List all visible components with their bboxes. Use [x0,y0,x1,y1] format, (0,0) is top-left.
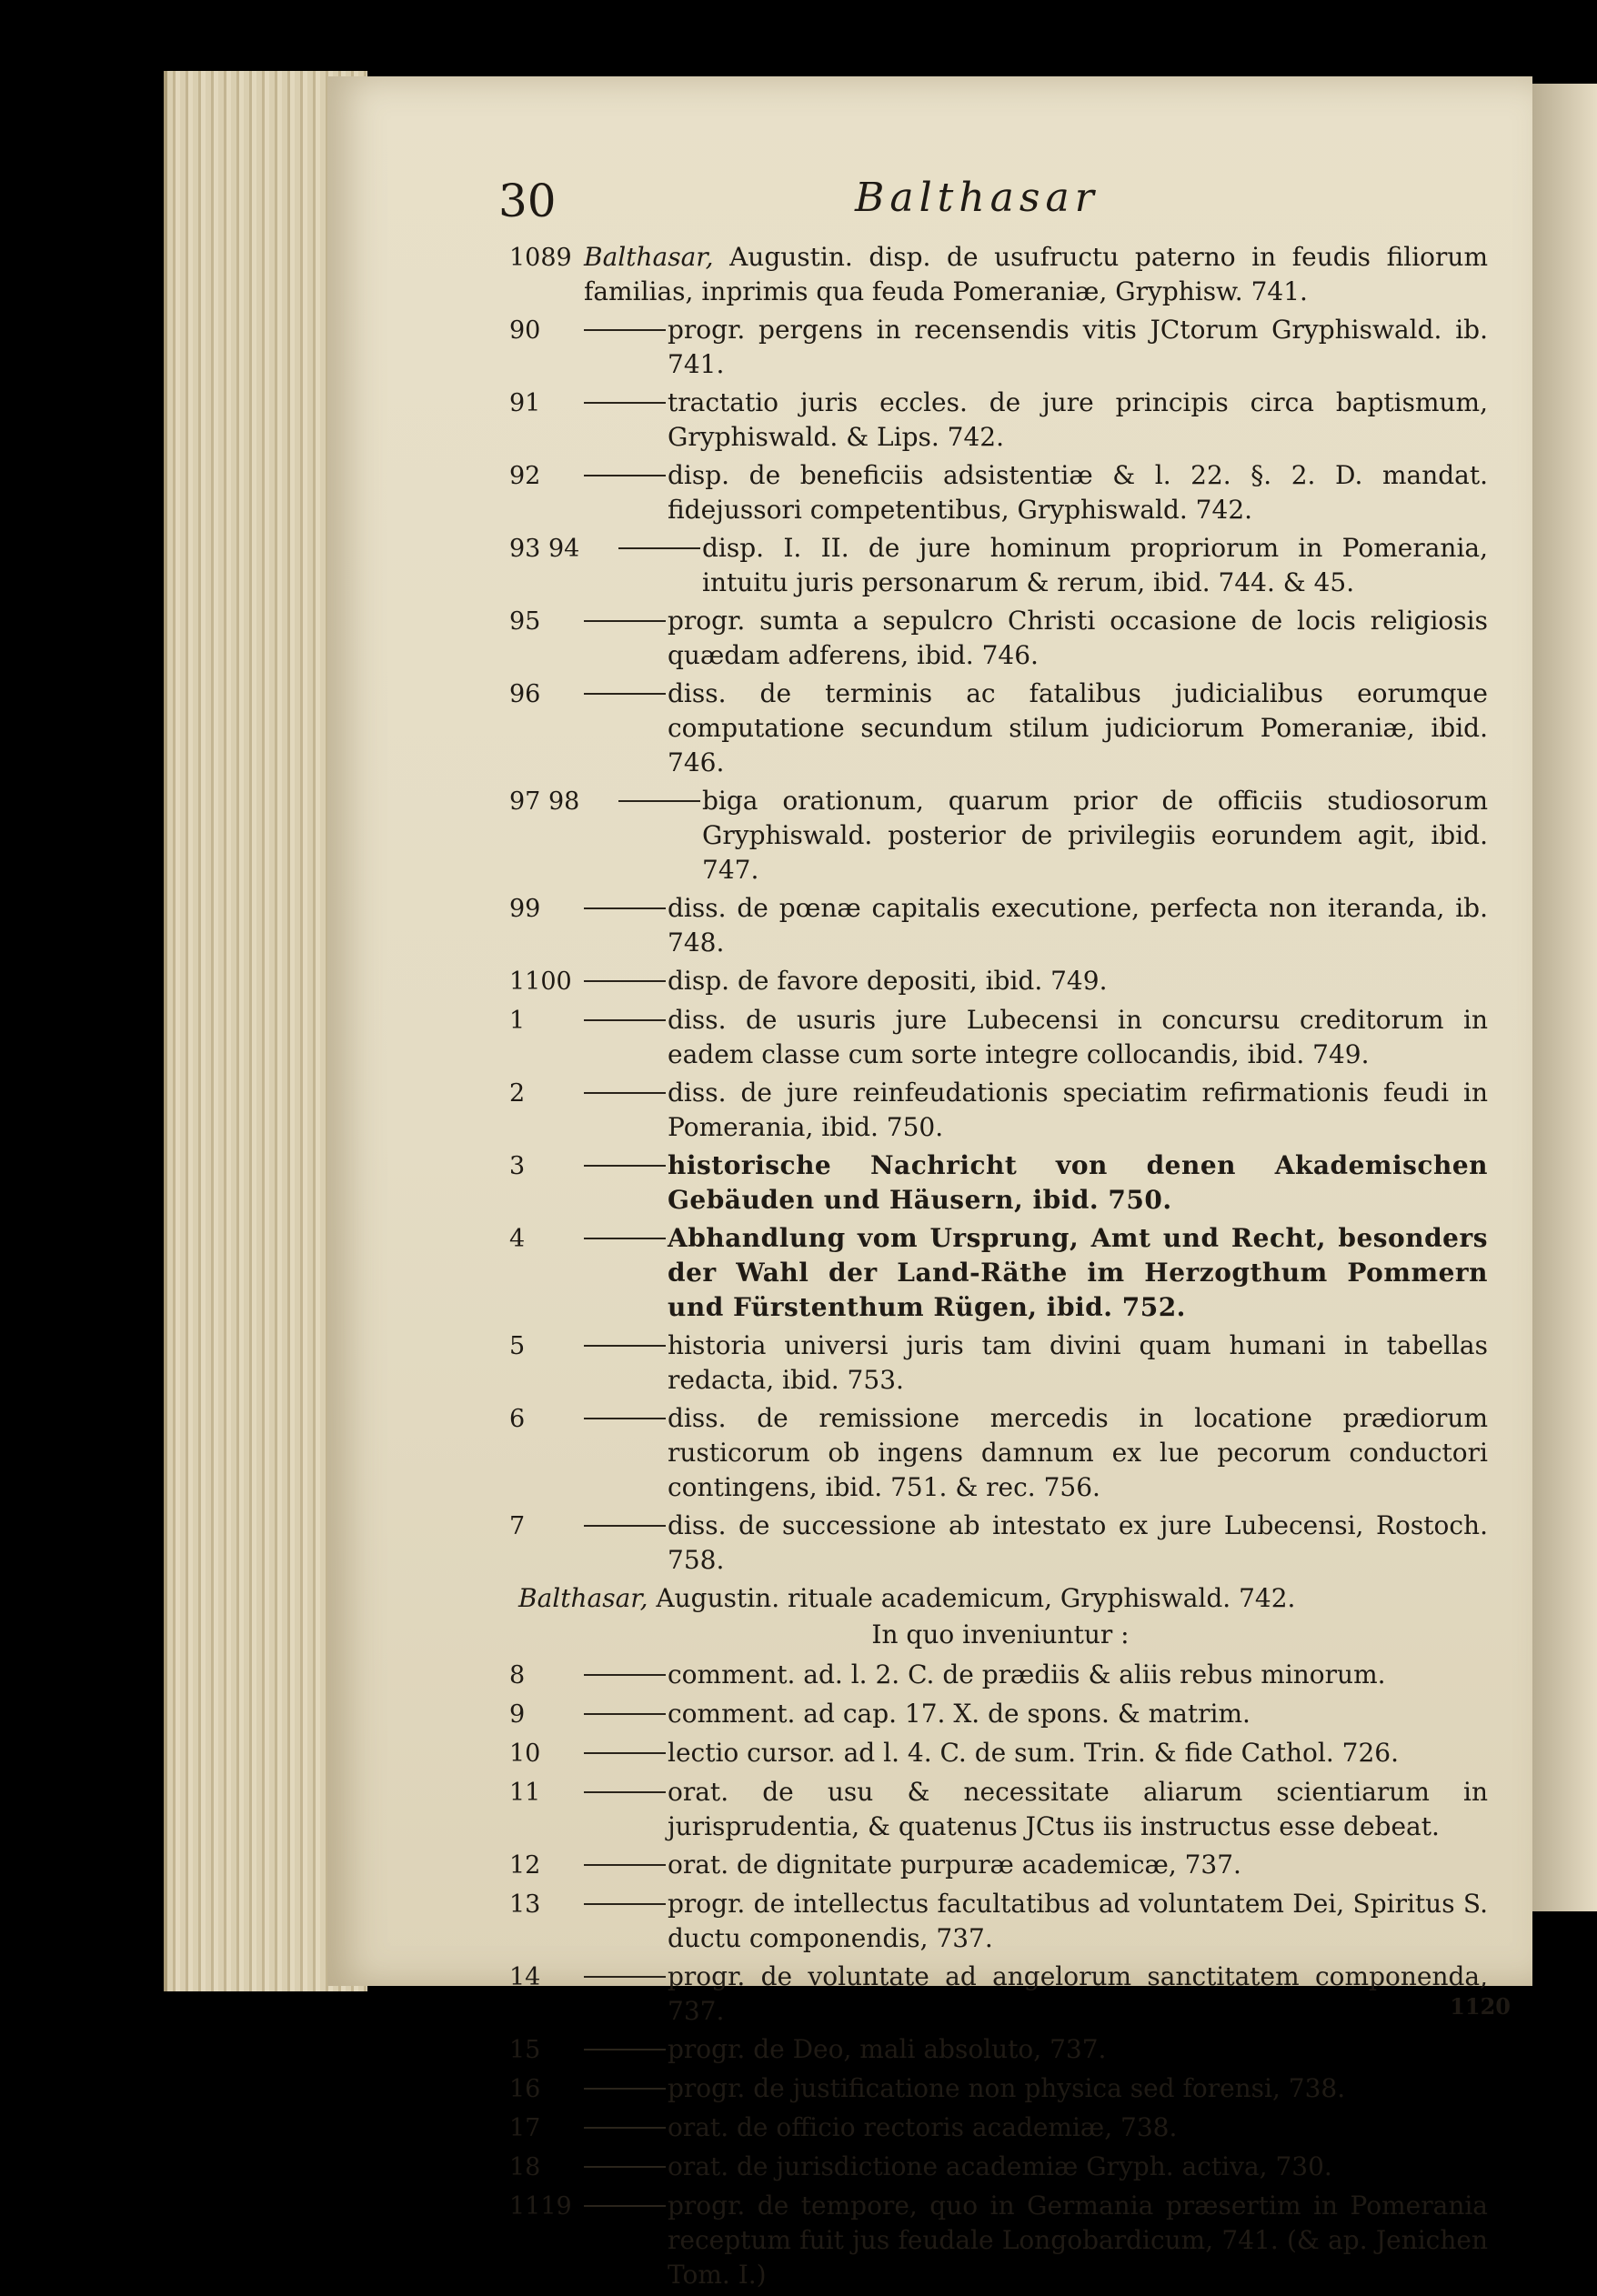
ditto-dash [584,2088,666,2090]
list-item [509,2189,1492,2292]
ditto-dash [618,547,700,549]
entry-number: 16 [509,2075,541,2103]
entry-body: progr. de justificatione non physica sed forensi, 738. [668,2073,1346,2103]
entry-body: biga orationum, quarum prior de officiis studiosorum Gryphiswald. posterior de privilegiis eorundem agit, ibid. 747. [702,786,1488,885]
entry-text [668,313,1492,382]
entry-body: progr. sumta a sepulcro Christi occasione de locis religiosis quædam adferens, ibid. 746. [668,606,1488,670]
entry-number: 15 [509,2036,541,2064]
entry-body: orat. de usu & necessitate aliarum scientiarum in jurisprudentia, & quatenus JCtus iis instructus esse debeat. [668,1777,1488,1841]
entry-number: 97 98 [509,787,580,816]
ditto-dash [584,693,666,695]
list-item [509,1960,1492,2029]
list-item [509,891,1492,960]
catchword: 1120 [1450,1993,1511,2020]
entry-number: 13 [509,1890,541,1919]
entry-text [668,604,1492,673]
list-item [509,2071,1492,2107]
list-item [509,1509,1492,1578]
entry-text [668,1736,1492,1770]
entry-text [668,1775,1492,1844]
entry-number: 6 [509,1405,526,1433]
entry-text [668,1401,1492,1505]
entry-number: 9 [509,1700,526,1729]
entry-text [702,531,1492,600]
ditto-dash [584,402,666,404]
entry-text [668,2032,1492,2067]
ditto-dash [584,1525,666,1527]
list-item [509,2111,1492,2146]
entry-number: 1089 [509,244,572,272]
list-item [509,240,1492,309]
list-item [509,964,1492,999]
ditto-dash [584,475,666,476]
entry-body: progr. de Deo, mali absoluto, 737. [668,2034,1107,2064]
list-item [509,1736,1492,1771]
ditto-dash [584,1238,666,1239]
ditto-dash [584,1976,666,1978]
list-item [509,531,1492,600]
entry-text [668,1148,1492,1218]
entry-body: diss. de successione ab intestato ex jure Lubecensi, Rostoch. 758. [668,1510,1488,1575]
entry-list-1 [509,240,1492,1578]
list-item [509,1076,1492,1145]
entry-text [668,1697,1492,1731]
entry-text [668,2189,1492,2292]
list-item [509,313,1492,382]
entry-text [668,1960,1492,2029]
entry-text [668,2071,1492,2106]
facing-page-edge [1530,84,1597,1911]
entry-body: progr. de voluntate ad angelorum sanctitatem componenda, 737. [668,1961,1488,2026]
list-item [509,604,1492,673]
entry-text [668,2111,1492,2145]
entry-body: historische Nachricht von denen Akademischen Gebäuden und Häusern, ibid. 750. [668,1150,1488,1215]
entry-text [668,2150,1492,2184]
list-item [509,677,1492,780]
ditto-dash [584,1791,666,1793]
ditto-dash [584,329,666,331]
entry-number: 93 94 [509,535,580,563]
entry-number: 17 [509,2114,541,2142]
bibliography-entries [509,240,1492,2296]
entry-number: 1 [509,1007,526,1035]
list-item [509,2032,1492,2068]
ditto-dash [584,1345,666,1347]
entry-number: 18 [509,2153,541,2181]
entry-text [584,240,1492,309]
list-item [509,1658,1492,1693]
list-item [509,458,1492,527]
ditto-dash [584,1019,666,1021]
ditto-dash [584,1165,666,1167]
entry-body: disp. I. II. de jure hominum propriorum in Pomerania, intuitu juris personarum & rerum, ibid. 744. & 45. [702,533,1488,597]
ditto-dash [584,2127,666,2129]
list-item [509,1887,1492,1956]
entry-body: orat. de dignitate purpuræ academicæ, 737. [668,1850,1241,1880]
list-item [509,1401,1492,1505]
entry-body: comment. ad cap. 17. X. de spons. & matrim. [668,1699,1250,1729]
entry-number: 12 [509,1851,541,1880]
ditto-dash [584,620,666,622]
entry-body: progr. pergens in recensendis vitis JCtorum Gryphiswald. ib. 741. [668,315,1488,379]
list-item [509,1697,1492,1732]
list-item [509,1003,1492,1072]
author-name: Balthasar, [518,1583,648,1613]
entry-body: progr. de tempore, quo in Germania præsertim in Pomerania receptum fuit jus feudale Longobardicum, 741. (& ap. Jenichen Tom. I.) [668,2191,1488,2290]
entry-text [668,1658,1492,1692]
ditto-dash [584,1674,666,1676]
entry-text [668,458,1492,527]
entry-number: 1100 [509,968,572,996]
entry-text [668,1509,1492,1578]
entry-number: 7 [509,1512,526,1540]
list-item [509,1148,1492,1218]
list-item [509,1221,1492,1325]
entry-list-2 [509,1658,1492,2292]
entry-number: 2 [509,1079,526,1108]
entry-text [668,1076,1492,1145]
entry-number: 10 [509,1740,541,1768]
entry-body: comment. ad. l. 2. C. de prædiis & aliis rebus minorum. [668,1659,1386,1689]
list-item [509,1775,1492,1844]
entry-number: 14 [509,1963,541,1991]
entry-body: orat. de jurisdictione academiæ Gryph. activa, 730. [668,2151,1332,2181]
contents-subtitle: In quo inveniuntur : [871,1619,1130,1649]
entry-number: 92 [509,462,541,490]
ditto-dash [584,1752,666,1754]
entry-body: diss. de jure reinfeudationis speciatim refirmationis feudi in Pomerania, ibid. 750. [668,1078,1488,1142]
entry-number: 1119 [509,2192,572,2221]
list-item [509,784,1492,887]
entry-text [702,784,1492,887]
entry-number: 11 [509,1779,541,1807]
entry-text [668,1003,1492,1072]
entry-body: diss. de usuris jure Lubecensi in concursu creditorum in eadem classe cum sorte integre collocandis, ibid. 749. [668,1005,1488,1069]
ditto-dash [584,2049,666,2050]
list-item [509,2150,1492,2185]
author-name: Balthasar, [584,242,714,272]
entry-text [668,891,1492,960]
entry-text [668,386,1492,455]
author-work: Augustin. rituale academicum, Gryphiswald. 742. [656,1583,1296,1613]
entry-body: lectio cursor. ad l. 4. C. de sum. Trin. & fide Cathol. 726. [668,1738,1399,1768]
ditto-dash [584,907,666,909]
ditto-dash [584,2205,666,2207]
ditto-dash [618,800,700,802]
entry-text [668,1887,1492,1956]
entry-number: 8 [509,1661,526,1689]
list-item [509,386,1492,455]
entry-text [668,1221,1492,1325]
entry-number: 90 [509,316,541,345]
entry-body: orat. de officio rectoris academiæ, 738. [668,2112,1178,2142]
page-number: 30 [498,175,557,227]
entry-body: progr. de intellectus facultatibus ad voluntatem Dei, Spiritus S. ductu componendis, 737. [668,1889,1488,1953]
entry-body: historia universi juris tam divini quam humani in tabellas redacta, ibid. 753. [668,1330,1488,1395]
entry-body: diss. de terminis ac fatalibus judicialibus eorumque computatione secundum stilum judiciorum Pomeraniæ, ibid. 746. [668,678,1488,777]
entry-body: disp. de beneficiis adsistentiæ & l. 22. §. 2. D. mandat. fidejussori competentibus, Gryphiswald. 742. [668,460,1488,525]
entry-number: 99 [509,895,541,923]
ditto-dash [584,1864,666,1866]
entry-number: 3 [509,1152,526,1180]
entry-text [668,677,1492,780]
book-page [327,76,1532,2290]
entry-text [668,1328,1492,1398]
list-item [509,1328,1492,1398]
ditto-dash [584,1418,666,1419]
entry-number: 96 [509,680,541,708]
entry-body: Abhandlung vom Ursprung, Amt und Recht, besonders der Wahl der Land-Räthe im Herzogthum Pommern und Fürstenthum Rügen, ibid. 752. [668,1223,1488,1322]
entry-text [668,1848,1492,1882]
entry-body: diss. de remissione mercedis in locatione prædiorum rusticorum ob ingens damnum ex lue pecorum conductori contingens, ibid. 751. & rec. 756. [668,1403,1488,1502]
entry-body: disp. de favore depositi, ibid. 749. [668,966,1108,996]
entry-number: 91 [509,389,541,417]
second-author-line [509,1581,1492,1616]
ditto-dash [584,2166,666,2168]
entry-body: diss. de pœnæ capitalis executione, perfecta non iteranda, ib. 748. [668,893,1488,958]
ditto-dash [584,1713,666,1715]
entry-number: 95 [509,607,541,636]
ditto-dash [584,980,666,982]
entry-number: 5 [509,1332,526,1360]
ditto-dash [584,1903,666,1905]
entry-body: tractatio juris eccles. de jure principis circa baptismum, Gryphiswald. & Lips. 742. [668,387,1488,452]
list-item [509,1848,1492,1883]
entry-number: 4 [509,1225,526,1253]
entry-text [668,964,1492,998]
entry-body: Augustin. disp. de usufructu paterno in feudis filiorum familias, inprimis qua feuda Pomeraniæ, Gryphisw. 741. [584,242,1488,306]
ditto-dash [584,1092,666,1094]
running-head: Balthasar [855,175,1100,221]
